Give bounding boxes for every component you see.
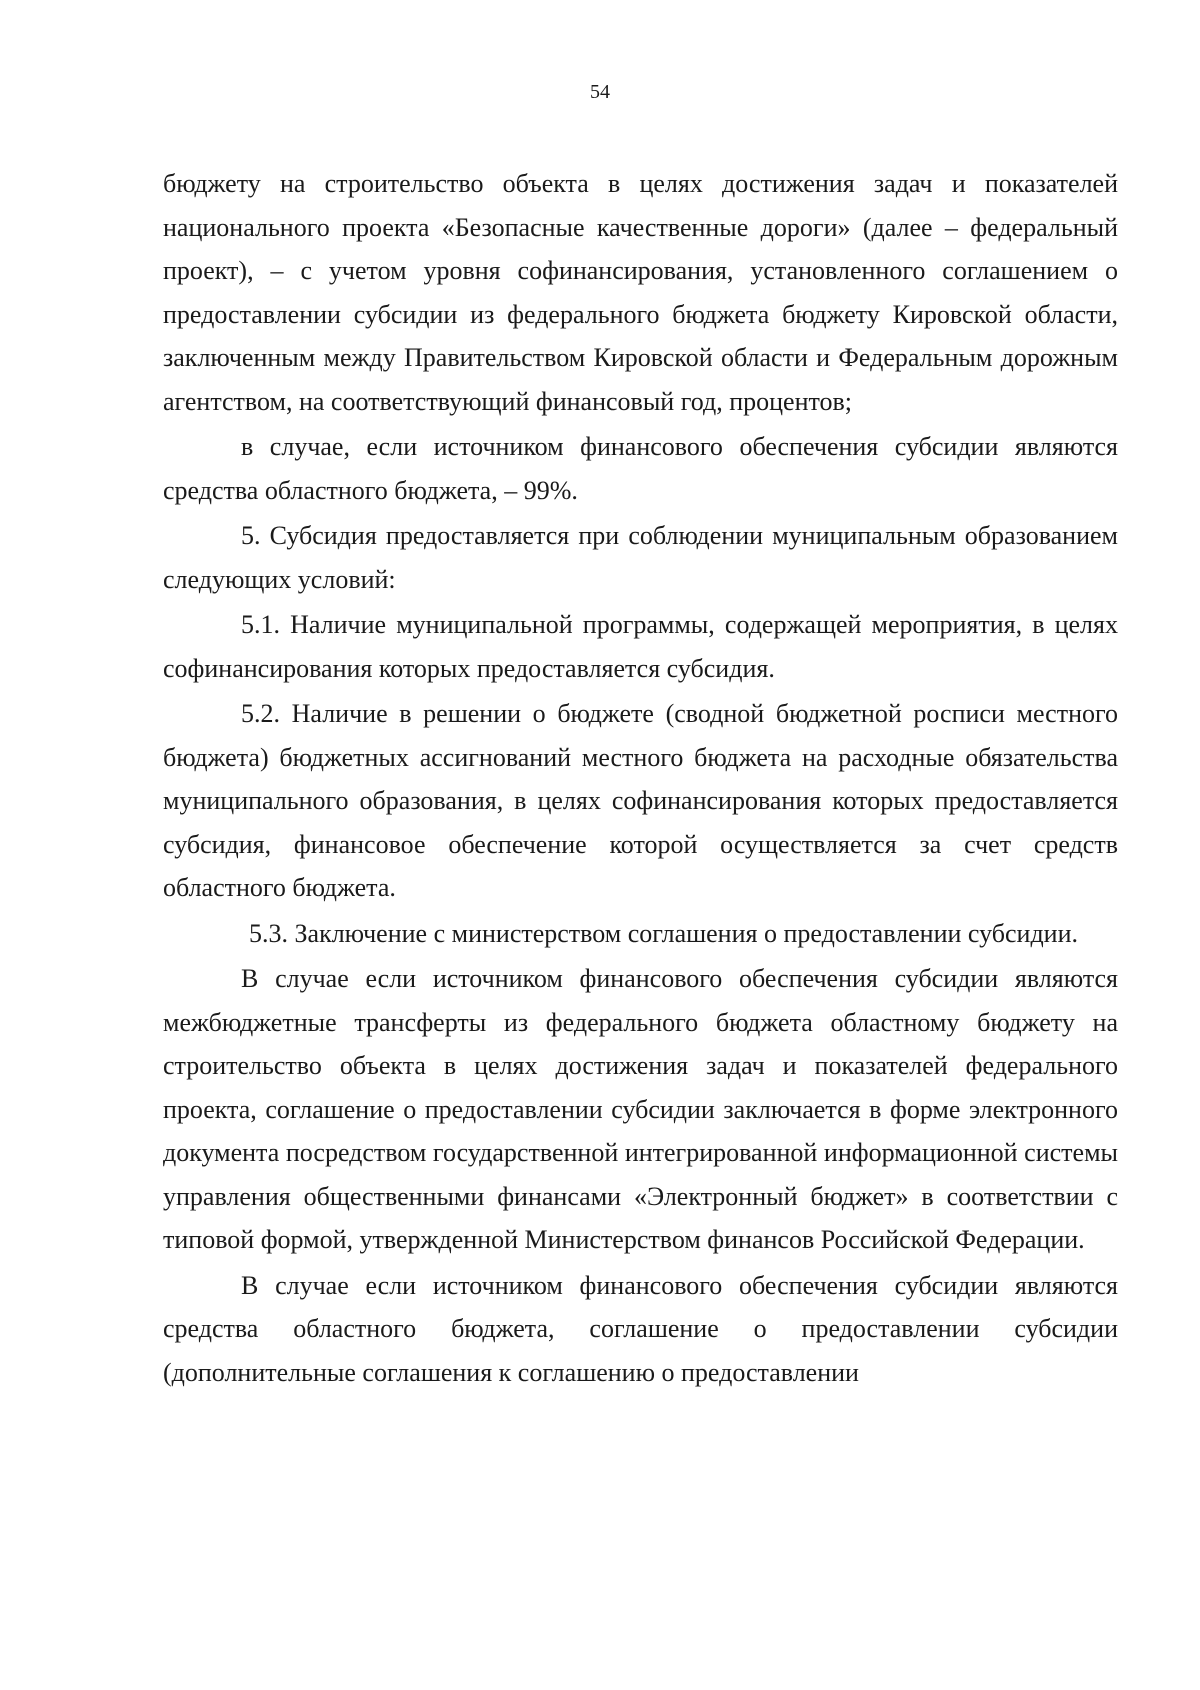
paragraph-federal-agreement: В случае если источником финансового обеспечения субсидии являются межбюджетные трансферты из федерального бюджета областному бюджету на строительство объекта в целях достижения задач и показателей федерального проекта, соглашение о предоставлении субсидии заключается в форме электронного документа посредством государственной интегрированной информационной системы управления общественными финансами «Электронный бюджет» в соответствии с типовой формой, утвержденной Министерством финансов Российской Федерации. [163,964,1118,1254]
paragraph-clause-5-2: 5.2. Наличие в решении о бюджете (сводной бюджетной росписи местного бюджета) бюджетных ассигнований местного бюджета на расходные обязательства муниципального образования, в целях софинансирования которых предоставляется субсидия, финансовое обеспечение которой осуществляется за счет средств областного бюджета. [163,699,1118,902]
paragraph-clause-5-1: 5.1. Наличие муниципальной программы, содержащей мероприятия, в целях софинансирования которых предоставляется субсидия. [163,610,1118,683]
paragraph-continuation: бюджету на строительство объекта в целях достижения задач и показателей национального проекта «Безопасные качественные дороги» (далее – федеральный проект), – с учетом уровня софинансирования, установленного соглашением о предоставлении субсидии из федерального бюджета бюджету Кировской области, заключенным между Правительством Кировской области и Федеральным дорожным агентством, на соответствующий финансовый год, процентов; [163,169,1118,416]
paragraph-clause-5-3: 5.3. Заключение с министерством соглашения о предоставлении субсидии. [249,918,1079,948]
page-number: 54 [590,81,610,103]
document-body [163,162,1118,1396]
paragraph-clause-5: 5. Субсидия предоставляется при соблюдении муниципальным образованием следующих условий: [163,521,1118,594]
paragraph-regional-agreement: В случае если источником финансового обеспечения субсидии являются средства областного бюджета, соглашение о предоставлении субсидии (дополнительные соглашения к соглашению о предоставлении [163,1270,1118,1387]
paragraph-regional-budget-rate: в случае, если источником финансового обеспечения субсидии являются средства областного бюджета, – 99%. [163,432,1118,505]
